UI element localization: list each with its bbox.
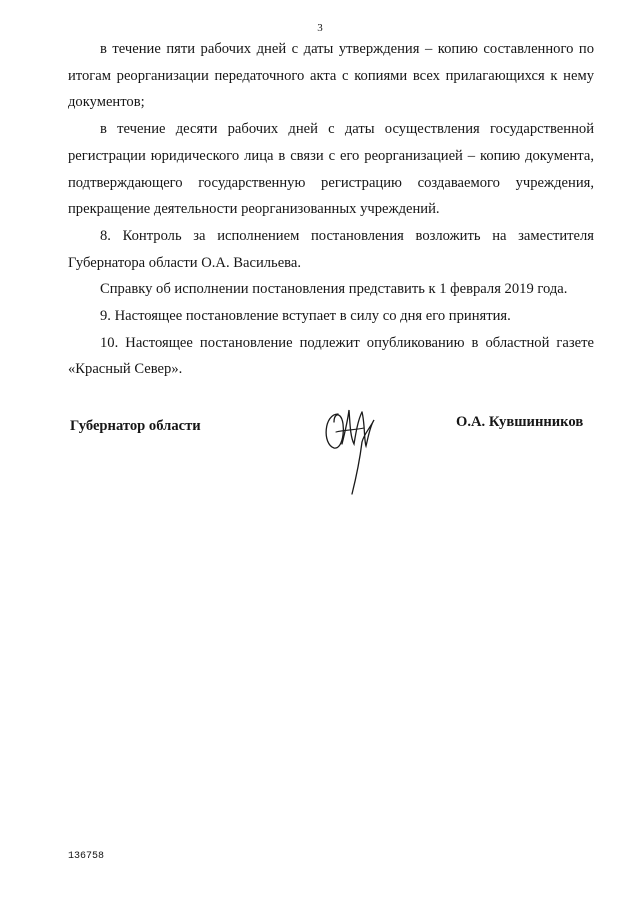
signatory-title: Губернатор области xyxy=(70,418,201,434)
document-body xyxy=(68,36,594,383)
paragraph-control: 8. Контроль за исполнением постановления возложить на заместителя Губернатора области О.А. Васильева. xyxy=(68,227,594,271)
document-code: 136758 xyxy=(68,851,105,862)
paragraph-transfer-act: в течение пяти рабочих дней с даты утверждения – копию составленного по итогам реорганизации передаточного акта с копиями всех прилагающихся к нему документов; xyxy=(68,41,594,111)
paragraph-registration: в течение десяти рабочих дней с даты осуществления государственной регистрации юридического лица в связи с его реорганизацией – копию документа, подтверждающего государственную регистрацию создаваемого учреждения, прекращение деятельности реорганизованных учреждений. xyxy=(68,121,594,218)
page-number: 3 xyxy=(317,22,323,34)
paragraph-report: Справку об исполнении постановления представить к 1 февраля 2019 года. xyxy=(100,281,568,298)
handwritten-signature xyxy=(318,402,382,498)
paragraph-effect: 9. Настоящее постановление вступает в силу со дня его принятия. xyxy=(100,308,511,325)
signature-block xyxy=(0,402,640,512)
signatory-name: О.А. Кувшинников xyxy=(456,414,584,430)
paragraph-publication: 10. Настоящее постановление подлежит опубликованию в областной газете «Красный Север». xyxy=(68,334,594,378)
